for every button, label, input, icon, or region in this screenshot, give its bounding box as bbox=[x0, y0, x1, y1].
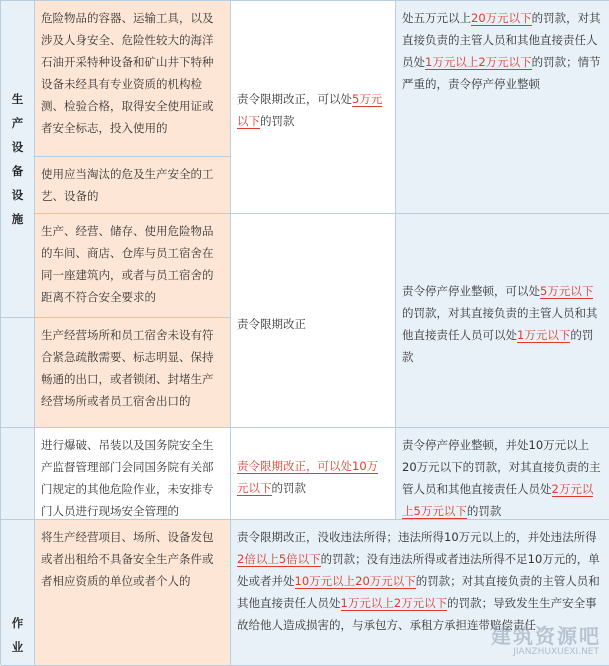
text-segment: 处五万元以上 bbox=[402, 11, 471, 25]
situation-cell-4: 生产经营场所和员工宿舍未设有符合紧急疏散需要、标志明显、保持畅通的出口，或者锁闭、封堵生产经营场所或者员工宿舍出口的 bbox=[35, 318, 231, 428]
highlight-amount: 5万元以下 bbox=[237, 92, 383, 128]
measure-cell-1 bbox=[231, 1, 396, 214]
text-segment: 责令停产停业整顿，可以处 bbox=[402, 283, 540, 298]
highlight-amount: 1万元以上2万元以下 bbox=[340, 596, 448, 610]
text-segment: 责令限期改正，可以处 bbox=[237, 92, 352, 106]
text-segment: 的罚款 bbox=[402, 327, 594, 364]
highlight-amount: 2万元以上5万元以下 bbox=[402, 482, 594, 518]
measure-cell-5 bbox=[231, 428, 396, 520]
situation-cell-6: 将生产经营项目、场所、设备发包或者出租给不具备安全生产条件或者相应资质的单位或者个人的 bbox=[35, 520, 231, 666]
situation-cell-3: 生产、经营、储存、使用危险物品的车间、商店、仓库与员工宿舍在同一座建筑内，或者与员工宿舍的距离不符合安全要求的 bbox=[35, 214, 231, 318]
highlight-amount: 10万元以上20万元以下 bbox=[294, 574, 416, 588]
situation-cell-5: 进行爆破、吊装以及国务院安全生产监督管理部门会同国务院有关部门规定的其他危险作业，未安排专门人员进行现场安全管理的 bbox=[35, 428, 231, 520]
category-char: 设 bbox=[11, 188, 24, 202]
text-segment: 的罚款 bbox=[260, 114, 295, 128]
text-segment: 责令限期改正，没收违法所得；违法所得10万元以上的，并处违法所得 bbox=[237, 530, 597, 544]
text-segment: 的罚款；对其直接负责的主管人员和其他直接责任人员处 bbox=[237, 574, 600, 610]
penalty-cell-3 bbox=[396, 214, 609, 428]
situation-cell-2: 使用应当淘汰的危及生产安全的工艺、设备的 bbox=[35, 157, 231, 214]
text-segment: 责令限期改正 bbox=[237, 316, 306, 331]
category-char: 业 bbox=[11, 640, 24, 654]
category-spacer bbox=[1, 318, 35, 428]
text-segment: 的罚款 bbox=[271, 480, 306, 495]
highlight-amount: 1万元以下 bbox=[517, 327, 571, 342]
highlight-amount: 2倍以上5倍以下 bbox=[237, 552, 321, 566]
text-segment: 的罚款；导致发生生产安全事故给他人造成损害的，与承包方、承租方承担连带赔偿责任 bbox=[237, 596, 597, 632]
highlight-amount: 1万元以上2万元以下 bbox=[425, 55, 532, 69]
text-segment: 的罚款 bbox=[466, 504, 502, 518]
category-spacer-2 bbox=[1, 428, 35, 520]
text-segment: 的罚款；没有违法所得或者违法所得不足10万元的，单处或者并处 bbox=[237, 552, 600, 588]
category-char: 施 bbox=[11, 212, 24, 226]
watermark-url: JIANZHUXUEXI.NET bbox=[513, 647, 599, 657]
category-equipment bbox=[1, 1, 35, 318]
text-segment: 的罚款；情节严重的，责令停产停业整顿 bbox=[402, 55, 601, 91]
highlight-amount: 责令限期改正，可以处10万元以下 bbox=[237, 458, 379, 495]
text-segment: 的罚款，对其直接负责的主管人员和其他直接责任人员处 bbox=[402, 11, 601, 69]
text-segment: 责令停产停业整顿，并处10万元以上20万元以下的罚款，对其直接负责的主管人员和其他直接责任人员处 bbox=[402, 438, 601, 496]
highlight-amount: 5万元以下 bbox=[540, 283, 594, 298]
measure-cell-3 bbox=[231, 214, 396, 428]
penalty-cell-1 bbox=[396, 1, 609, 214]
category-char: 设 bbox=[11, 140, 24, 154]
category-char: 产 bbox=[11, 116, 24, 130]
category-char: 生 bbox=[11, 92, 24, 106]
penalty-cell-5 bbox=[396, 428, 609, 520]
category-char: 备 bbox=[11, 164, 24, 178]
watermark-logo: 建筑资源吧 bbox=[491, 624, 601, 648]
highlight-amount: 20万元以下 bbox=[471, 11, 532, 25]
category-char: 作 bbox=[11, 616, 24, 630]
text-segment: 的罚款，对其直接负责的主管人员和其他直接责任人员可以处 bbox=[402, 305, 598, 342]
category-operation bbox=[1, 520, 35, 666]
situation-cell-1: 危险物品的容器、运输工具，以及涉及人身安全、危险性较大的海洋石油开采特种设备和矿山井下特种设备未经具有专业资质的机构检测、检验合格，取得安全使用证或者安全标志，投入使用的 bbox=[35, 1, 231, 157]
